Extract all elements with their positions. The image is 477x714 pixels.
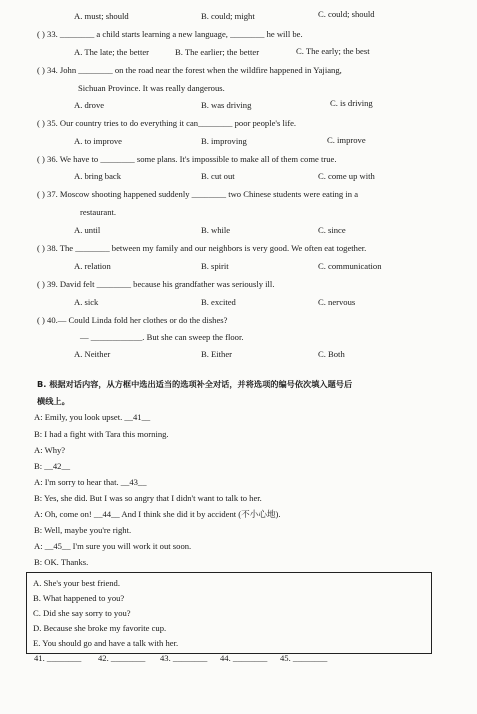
dialogue-line: B: __42__ bbox=[34, 461, 71, 471]
answer-blank-42[interactable]: 42. ________ bbox=[98, 653, 146, 663]
option-a: A. Neither bbox=[74, 349, 111, 359]
option-b: B. The earlier; the better bbox=[175, 47, 260, 57]
section-b-instruction: B. 根据对话内容，从方框中选出适当的选项补全对话，并将选项的编号依次填入题号后 bbox=[37, 379, 353, 389]
option-b: B. cut out bbox=[201, 171, 235, 181]
dialogue-line: B: OK. Thanks. bbox=[34, 557, 89, 567]
dialogue-line: B: Yes, she did. But I was so angry that I didn't want to talk to her. bbox=[34, 493, 262, 503]
option-c: C. Both bbox=[318, 349, 345, 359]
question-stem-continued: Sichuan Province. It was really dangerous. bbox=[78, 83, 225, 93]
option-c: C. could; should bbox=[318, 9, 375, 19]
question-stem: ( ) 34. John ________ on the road near the forest when the wildfire happened in Yajiang, bbox=[37, 65, 342, 75]
option-c: C. The early; the best bbox=[296, 46, 370, 56]
box-option: D. Because she broke my favorite cup. bbox=[33, 623, 167, 633]
option-c: C. improve bbox=[327, 135, 366, 145]
section-b-instruction-continued: 横线上。 bbox=[37, 396, 70, 406]
question-stem: ( ) 39. David felt ________ because his grandfather was seriously ill. bbox=[37, 279, 275, 289]
dialogue-line: B: Well, maybe you're right. bbox=[34, 525, 132, 535]
box-option: B. What happened to you? bbox=[33, 593, 125, 603]
options-box bbox=[26, 572, 432, 654]
question-stem: ( ) 33. ________ a child starts learning a new language, ________ he will be. bbox=[37, 29, 303, 39]
dialogue-line: A: Oh, come on! __44__ And I think she did it by accident (不小心地). bbox=[34, 509, 281, 519]
dialogue-line: A: __45__ I'm sure you will work it out soon. bbox=[34, 541, 192, 551]
question-stem: ( ) 35. Our country tries to do everything it can________ poor people's life. bbox=[37, 118, 297, 128]
option-b: B. spirit bbox=[201, 261, 229, 271]
dialogue-line: A: I'm sorry to hear that. __43__ bbox=[34, 477, 147, 487]
option-a: A. sick bbox=[74, 297, 99, 307]
option-b: B. excited bbox=[201, 297, 236, 307]
option-a: A. bring back bbox=[74, 171, 122, 181]
option-b: B. was driving bbox=[201, 100, 252, 110]
question-stem-continued: — ____________. But she can sweep the floor. bbox=[80, 332, 244, 342]
option-a: A. to improve bbox=[74, 136, 122, 146]
option-c: C. since bbox=[318, 225, 346, 235]
question-stem: ( ) 40.— Could Linda fold her clothes or do the dishes? bbox=[37, 315, 228, 325]
dialogue-line: A: Emily, you look upset. __41__ bbox=[34, 412, 151, 422]
question-stem: ( ) 38. The ________ between my family and our neighbors is very good. We often eat together. bbox=[37, 243, 367, 253]
question-stem-continued: restaurant. bbox=[80, 207, 117, 217]
box-option: E. You should go and have a talk with her. bbox=[33, 638, 179, 648]
answer-blank-44[interactable]: 44. ________ bbox=[220, 653, 268, 663]
answer-blank-41[interactable]: 41. ________ bbox=[34, 653, 82, 663]
option-c: C. come up with bbox=[318, 171, 375, 181]
question-stem: ( ) 36. We have to ________ some plans. It's impossible to make all of them come true. bbox=[37, 154, 337, 164]
dialogue-line: A: Why? bbox=[34, 445, 66, 455]
option-a: A. The late; the better bbox=[74, 47, 150, 57]
box-option: A. She's your best friend. bbox=[33, 578, 120, 588]
option-b: B. while bbox=[201, 225, 231, 235]
option-a: A. drove bbox=[74, 100, 105, 110]
box-option: C. Did she say sorry to you? bbox=[33, 608, 131, 618]
option-b: B. improving bbox=[201, 136, 247, 146]
option-b: B. Either bbox=[201, 349, 233, 359]
option-a: A. until bbox=[74, 225, 101, 235]
question-stem: ( ) 37. Moscow shooting happened suddenly ________ two Chinese students were eating in a bbox=[37, 189, 359, 199]
dialogue-line: B: I had a fight with Tara this morning. bbox=[34, 429, 169, 439]
option-c: C. communication bbox=[318, 261, 382, 271]
option-a: A. relation bbox=[74, 261, 111, 271]
option-b: B. could; might bbox=[201, 11, 255, 21]
answer-blank-45[interactable]: 45. ________ bbox=[280, 653, 328, 663]
option-a: A. must; should bbox=[74, 11, 129, 21]
option-c: C. is driving bbox=[330, 98, 373, 108]
option-c: C. nervous bbox=[318, 297, 356, 307]
answer-blank-43[interactable]: 43. ________ bbox=[160, 653, 208, 663]
